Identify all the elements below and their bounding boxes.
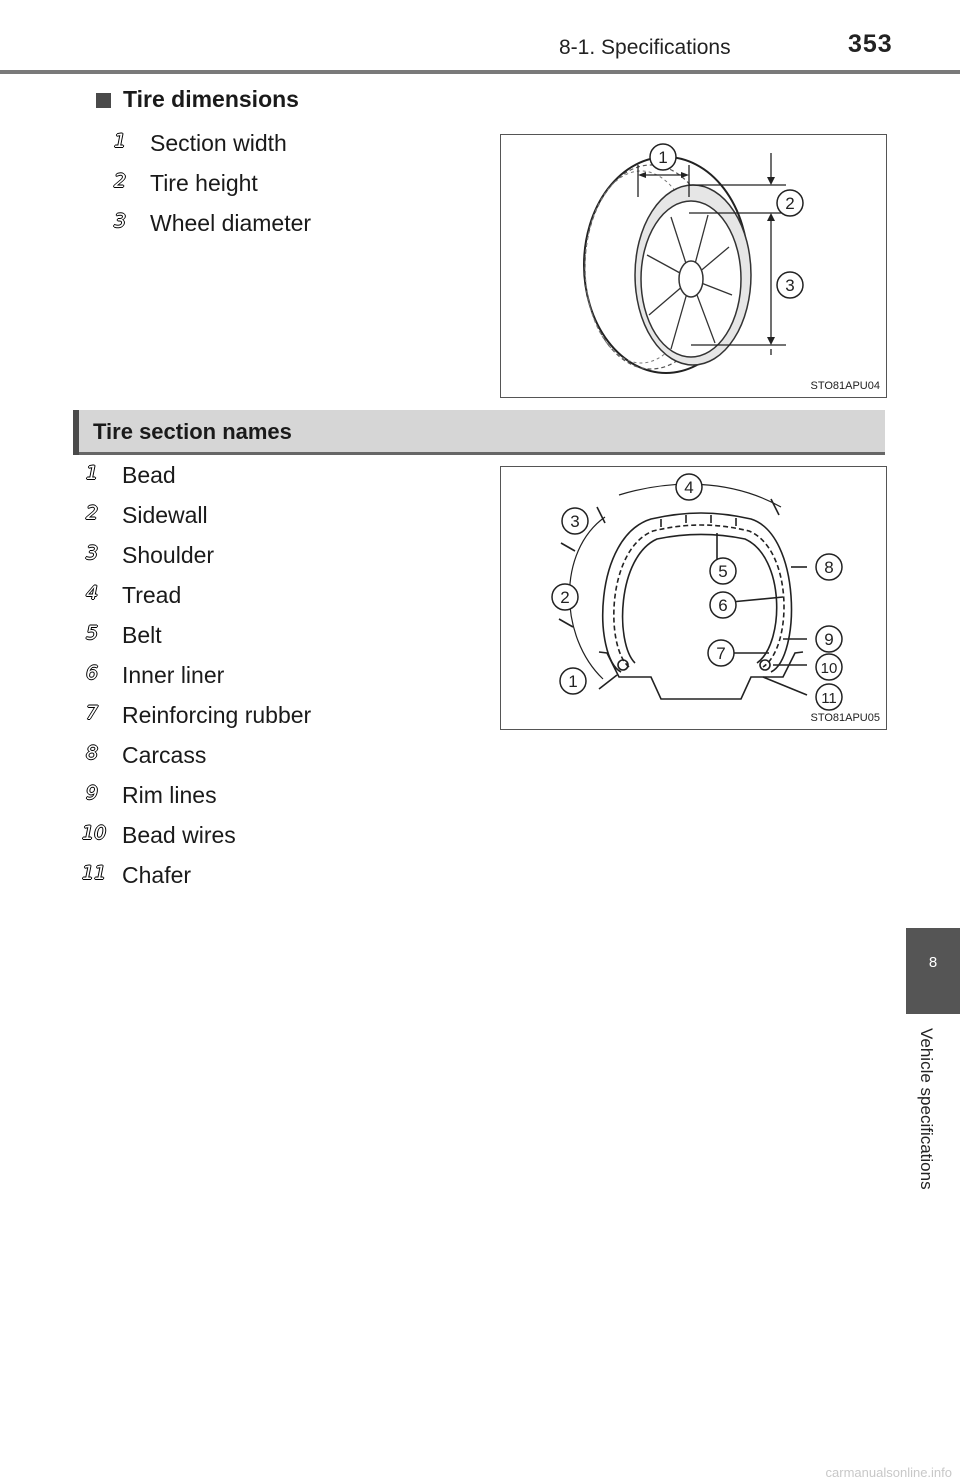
chapter-tab (906, 928, 960, 1014)
svg-text:6: 6 (718, 596, 728, 615)
item-number-badge: 7 (86, 702, 99, 724)
item-number-badge: 1 (114, 130, 127, 152)
callout-11 (816, 684, 842, 710)
section-item-label: Bead (122, 462, 176, 488)
item-number-badge: 11 (82, 862, 107, 884)
item-number-badge: 10 (82, 822, 107, 844)
callout-6 (710, 592, 736, 618)
callout-1 (560, 668, 586, 694)
square-bullet-icon (96, 93, 111, 108)
item-number-badge: 9 (86, 782, 99, 804)
tire-dimensions-heading: Tire dimensions (96, 86, 299, 113)
callout-2 (777, 190, 803, 216)
item-number-badge: 8 (86, 742, 99, 764)
item-number-badge: 3 (114, 210, 127, 232)
tire-section-figure (500, 466, 887, 730)
item-number-badge: 4 (86, 582, 99, 604)
section-item-label: Reinforcing rubber (122, 702, 312, 728)
svg-text:2: 2 (785, 194, 795, 213)
section-item-label: Shoulder (122, 542, 215, 568)
section-item-label: Carcass (122, 742, 207, 768)
chapter-number: 8 (928, 954, 938, 971)
section-item-label: Inner liner (122, 662, 225, 688)
svg-text:9: 9 (824, 630, 834, 649)
dimension-item-label: Section width (150, 130, 287, 156)
svg-text:7: 7 (716, 644, 726, 663)
callout-1 (650, 144, 676, 170)
watermark: carmanualsonline.info (825, 1465, 952, 1480)
section-item-label: Rim lines (122, 782, 217, 808)
section-item-label: Belt (122, 622, 162, 648)
item-number-badge: 2 (114, 170, 127, 192)
callout-3 (777, 272, 803, 298)
section-item-label: Sidewall (122, 502, 208, 528)
section-item-label: Bead wires (122, 822, 236, 848)
svg-text:3: 3 (785, 276, 795, 295)
section-bar (73, 410, 885, 455)
section-title: Tire section names (93, 419, 292, 444)
svg-text:10: 10 (820, 660, 838, 677)
callout-2 (552, 584, 578, 610)
svg-text:5: 5 (718, 562, 728, 581)
section-bar-accent (73, 410, 79, 455)
figure-code: STO81APU05 (810, 712, 880, 724)
svg-text:4: 4 (684, 478, 694, 497)
svg-text:8: 8 (824, 558, 834, 577)
header-rule (0, 70, 960, 74)
tire-wheel-illustration (501, 135, 886, 397)
callout-3 (562, 508, 588, 534)
svg-text:1: 1 (658, 148, 668, 167)
callout-4 (676, 474, 702, 500)
dimension-item-label: Tire height (150, 170, 258, 196)
item-number-badge: 6 (86, 662, 99, 684)
section-item-label: Chafer (122, 862, 192, 888)
item-number-badge: 2 (86, 502, 99, 524)
page-number: 353 (848, 30, 893, 58)
svg-text:3: 3 (570, 512, 580, 531)
tire-cross-section-illustration (501, 467, 886, 729)
svg-text:1: 1 (568, 672, 578, 691)
figure-code: STO81APU04 (810, 380, 880, 392)
item-number-badge: 1 (86, 462, 99, 484)
svg-text:2: 2 (560, 588, 570, 607)
header-section-title: 8-1. Specifications (559, 36, 731, 59)
chapter-label: Vehicle specifications (917, 1028, 936, 1190)
tire-dimensions-figure (500, 134, 887, 398)
callout-5 (710, 558, 736, 584)
callout-10 (816, 654, 842, 680)
callout-7 (708, 640, 734, 666)
item-number-badge: 3 (86, 542, 99, 564)
callout-9 (816, 626, 842, 652)
callout-8 (816, 554, 842, 580)
svg-text:11: 11 (821, 690, 837, 707)
item-number-badge: 5 (86, 622, 99, 644)
dimension-item-label: Wheel diameter (150, 210, 312, 236)
section-item-label: Tread (122, 582, 182, 608)
